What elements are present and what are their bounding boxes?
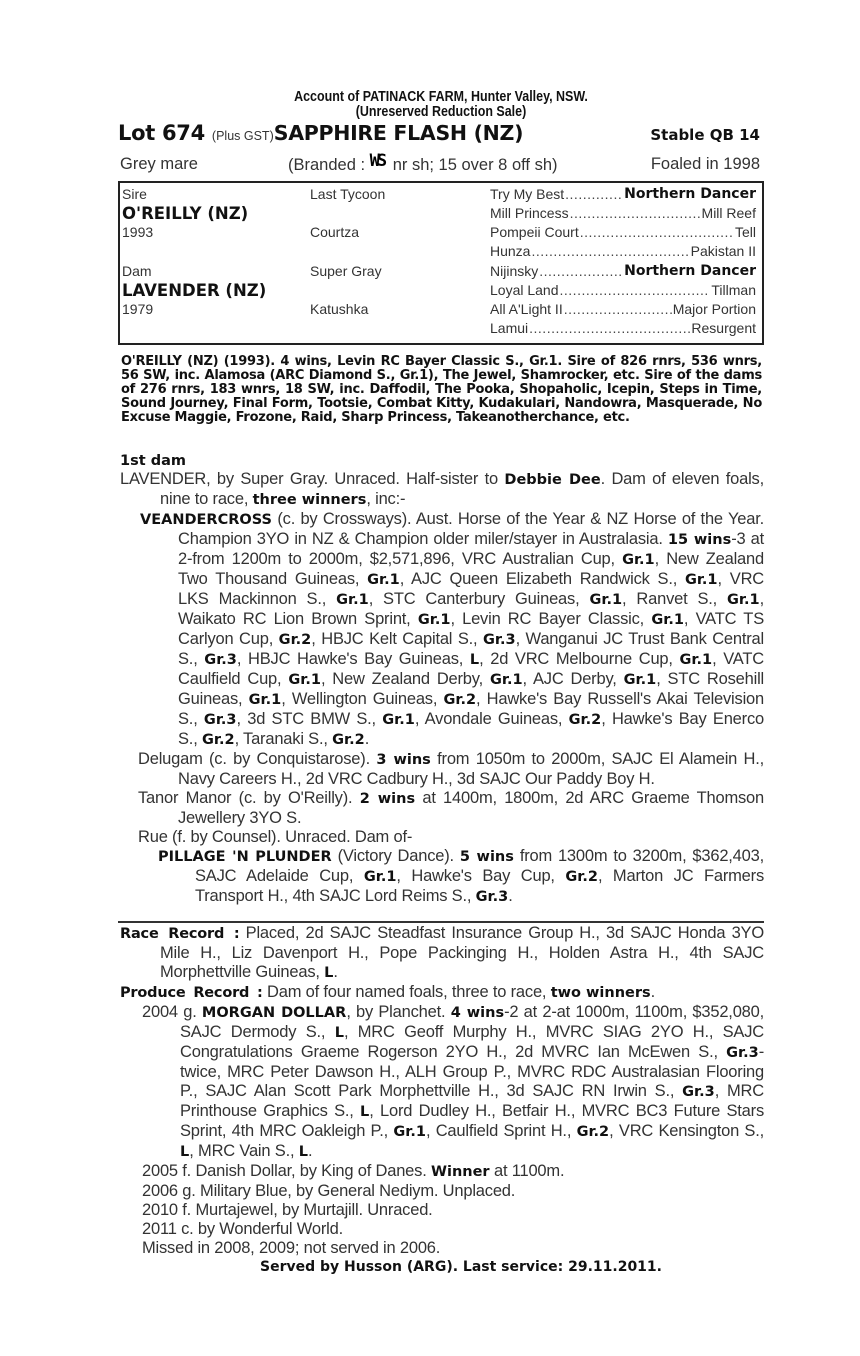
text: . [307, 1141, 313, 1160]
foal-entry [118, 1162, 764, 1182]
great-grandparent [490, 185, 756, 204]
bold-text: 2 wins [359, 791, 416, 807]
pedigree-row [120, 281, 762, 300]
bold-text: VEANDERCROSS [140, 512, 272, 528]
text: from 1050m to 2000m, SAJC El Alamein H., Navy Careers H., 2d VRC Cadbury H., 3d SAJC Our Paddy Boy H. [178, 750, 764, 788]
progeny-entry [118, 789, 764, 828]
brand-info [288, 151, 558, 175]
sire-biography: O'REILLY (NZ) (1993). 4 wins, Levin RC Bayer Classic S., Gr.1. Sire of 826 rnrs, 536 wnrs, 56 SW, inc. Alamosa (ARC Diamond S., Gr.1), The Jewel, Shamrocker, etc. Sire of the dams of 276 rnrs, 183 wnrs, 18 SW, inc. Daffodil, The Pooka, Shopaholic, Icepin, Steps in Time, Sound Journey, Final Form, Tootsie, Combat Kitty, Kudakulari, Nandowra, Masquerade, No Excuse Maggie, Frozone, Raid, Sharp Princess, Takeanotherchance, etc. [121, 354, 762, 425]
leader-dots [565, 185, 623, 204]
text: , Hawke's Bay Enerco S., [178, 710, 764, 748]
ggp-name: Loyal Land [490, 282, 559, 298]
section-divider [118, 921, 764, 923]
pedigree-row [120, 300, 762, 319]
ggp-sire: Major Portion [672, 301, 756, 317]
text: Missed in 2008, 2009; not served in 2006. [142, 1238, 441, 1257]
text: , Wellington Guineas, [281, 690, 444, 708]
bold-text: L [469, 652, 480, 668]
text: , VATC TS Carlyon Cup, [178, 610, 764, 648]
vendor-account: Account of PATINACK FARM, Hunter Valley, NSW. [294, 89, 588, 105]
lot-label: Lot 674 [118, 121, 205, 145]
text: , STC Rosehill Guineas, [178, 670, 764, 708]
ggp-sire: Resurgent [691, 320, 756, 336]
ggp-name: Nijinsky [490, 263, 539, 279]
text: Dam of four named foals, three to race, [262, 982, 551, 1001]
lot-header [118, 121, 764, 149]
text: , Ranvet S., [622, 590, 728, 608]
produce-record-text [263, 983, 655, 1001]
text: , VRC Kensington S., [609, 1121, 764, 1140]
text: , Caulfield Sprint H., [425, 1121, 577, 1140]
text: (c. by Crossways). Aust. Horse of the Year & NZ Horse of the Year. Champion 3YO in NZ & Champion older miler/stayer in Australasia. [178, 510, 764, 548]
pedigree-row [120, 262, 762, 281]
text: , HBJC Kelt Capital S., [311, 630, 483, 648]
first-dam-intro [118, 470, 764, 510]
pedigree-row [120, 242, 762, 261]
first-dam-progeny-list [118, 510, 764, 907]
bold-text: 5 wins [459, 849, 514, 865]
bold-text: two winners [550, 984, 651, 1001]
text: , VRC LKS Mackinnon S., [178, 570, 764, 608]
lot-number [118, 121, 523, 145]
bold-text: Gr.2 [278, 632, 312, 648]
bold-text: 15 wins [667, 532, 732, 548]
text: Delugam (c. by Conquistarose). [138, 750, 377, 768]
text: , AJC Derby, [522, 670, 624, 688]
foal-entry [118, 1182, 764, 1201]
bold-text: Gr.2 [443, 692, 477, 708]
leader-dots [570, 204, 701, 223]
foal-entry [118, 1003, 764, 1162]
grandsire: Super Gray [310, 263, 382, 279]
description-line [118, 153, 764, 177]
bold-text: 3 wins [376, 752, 431, 768]
ggp-name: All A'Light II [490, 301, 563, 317]
bold-text: Gr.1 [622, 552, 655, 568]
dam-name: LAVENDER (NZ) [122, 281, 267, 300]
text: . [650, 982, 656, 1001]
sire-name: O'REILLY (NZ) [122, 204, 249, 223]
bold-text: MORGAN DOLLAR [201, 1004, 347, 1021]
bold-text: L [334, 1024, 344, 1041]
text: , 3d STC BMW S., [236, 710, 383, 728]
bold-text: PILLAGE 'N PLUNDER [158, 849, 332, 865]
text: 2004 g. [142, 1002, 202, 1021]
text: 2011 c. by Wonderful World. [142, 1219, 343, 1238]
ggp-sire: Tell [734, 224, 756, 240]
race-record-label: Race Record : [120, 925, 240, 942]
text: . [508, 887, 513, 905]
text: LAVENDER, by Super Gray. Unraced. Half-sister to [120, 470, 505, 488]
pedigree-row [120, 223, 762, 242]
branded-suffix: nr sh; 15 over 8 off sh) [388, 156, 558, 174]
ggp-name: Try My Best [490, 186, 565, 202]
text: , by Planchet. [346, 1002, 451, 1021]
text: 2010 f. Murtajewel, by Murtajill. Unraced. [142, 1200, 433, 1219]
colour-sex: Grey mare [120, 155, 198, 173]
text: , Lord Dudley H., Betfair H., MVRC BC3 Future Stars Sprint, 4th MRC Oakleigh P., [180, 1101, 764, 1140]
pedigree-table [118, 183, 764, 345]
pedigree-row [120, 319, 762, 338]
ggp-name: Mill Princess [490, 205, 569, 221]
dam-year: 1979 [122, 301, 154, 317]
text: , AJC Queen Elizabeth Randwick S., [399, 570, 685, 588]
bold-text: Gr.2 [568, 712, 602, 728]
bold-text: Gr.1 [393, 1123, 426, 1140]
text: , MRC Vain S., [189, 1141, 299, 1160]
bold-text: Gr.1 [367, 572, 400, 588]
ggp-sire: Northern Dancer [624, 186, 756, 202]
race-record-text [160, 924, 764, 981]
bold-text: Gr.1 [248, 692, 282, 708]
bold-text: Gr.2 [565, 869, 598, 885]
ggp-name: Pompeii Court [490, 224, 579, 240]
bold-text: Gr.3 [726, 1044, 759, 1061]
bold-text: Gr.2 [201, 732, 235, 748]
progeny-entry [118, 847, 764, 907]
great-grandparent [490, 204, 756, 223]
bold-text: Gr.1 [489, 672, 523, 688]
text: . [364, 730, 370, 748]
bold-text: Gr.1 [417, 612, 451, 628]
stable-location: Stable QB 14 [650, 126, 760, 144]
grandsire: Last Tycoon [310, 186, 386, 202]
granddam: Katushka [310, 301, 369, 317]
text: , MRC Geoff Murphy H., MVRC SIAG 2YO H., SAJC Congratulations Graeme Rogerson 2YO H., 2d MVRC Ian McEwen S., [180, 1022, 764, 1061]
bold-text: Gr.1 [684, 572, 718, 588]
dam-label: Dam [122, 263, 152, 279]
bold-text: 4 wins [450, 1004, 505, 1021]
text: . Dam of eleven foals, nine to race, [160, 470, 764, 508]
text: , Wanganui JC Trust Bank Central S., [178, 630, 764, 668]
bold-text: Gr.3 [475, 889, 509, 905]
progeny-entry [118, 828, 764, 847]
bold-text: Gr.1 [336, 592, 369, 608]
bold-text: Gr.3 [483, 632, 516, 648]
race-record [118, 924, 764, 983]
text: , Avondale Guineas, [414, 710, 569, 728]
ggp-sire: Mill Reef [701, 205, 756, 221]
text: 2006 g. Military Blue, by General Nediym. Unplaced. [142, 1181, 516, 1200]
bold-text: Gr.1 [651, 612, 684, 628]
text: , Marton JC Farmers Transport H., 4th SAJC Lord Reims S., [195, 867, 764, 905]
bold-text: three winners [252, 492, 367, 508]
pedigree-row [120, 204, 762, 223]
great-grandparent [490, 281, 756, 300]
bold-text: Winner [430, 1163, 490, 1180]
leader-dots [531, 242, 689, 261]
leader-dots [560, 281, 711, 300]
bold-text: Gr.2 [576, 1123, 610, 1140]
foal-entry [118, 1220, 764, 1239]
produce-foal-list [118, 1003, 764, 1258]
pedigree-row [120, 185, 762, 204]
great-grandparent [490, 223, 756, 242]
bold-text: L [324, 964, 334, 981]
text: from 1300m to 3200m, $362,403, SAJC Adelaide Cup, [195, 847, 764, 885]
text: Placed, 2d SAJC Steadfast Insurance Group H., 3d SAJC Honda 3YO Mile H., Liz Davenport H., Pope Packinging H., Holden Astra H., 4th SAJC Morphettville Guineas, [160, 923, 764, 981]
ggp-sire: Pakistan II [690, 243, 756, 259]
catalogue-page [118, 90, 764, 1276]
bold-text: Gr.2 [332, 732, 365, 748]
bold-text: Gr.1 [382, 712, 415, 728]
bold-text: Gr.1 [363, 869, 397, 885]
text: -3 at 2-from 1200m to 2000m, $2,571,896, VRC Australian Cup, [178, 530, 764, 568]
text: -2 at 2-at 1000m, 1100m, $352,080, SAJC Dermody S., [180, 1002, 765, 1041]
text: (Victory Dance). [331, 847, 460, 865]
text: at 1100m. [489, 1161, 565, 1180]
sale-type: (Unreserved Reduction Sale) [355, 104, 527, 120]
progeny-entry [118, 750, 764, 789]
text: Rue (f. by Counsel). Unraced. Dam of- [138, 828, 413, 846]
text: at 1400m, 1800m, 2d ARC Graeme Thomson Jewellery 3YO S. [178, 789, 764, 827]
leader-dots [529, 319, 690, 338]
bold-text: Gr.1 [727, 592, 760, 608]
text: -twice, MRC Peter Dawson H., ALH Group P., MVRC RDC Australasian Flooring P., SAJC Alan Scott Park Morphettville H., 3d SAJC RN Irwin S., [180, 1042, 764, 1100]
text: , Waikato RC Lion Brown Sprint, [178, 590, 764, 628]
foal-entry [118, 1239, 764, 1258]
bold-text: L [180, 1143, 190, 1160]
foaled-year: Foaled in 1998 [650, 155, 760, 173]
text: , New Zealand Derby, [320, 670, 490, 688]
text: , Hawke's Bay Cup, [396, 867, 566, 885]
bold-text: Gr.3 [204, 652, 237, 668]
leader-dots [580, 223, 734, 242]
text: , 2d VRC Melbourne Cup, [479, 650, 680, 668]
foal-entry [118, 1201, 764, 1220]
ggp-name: Hunza [490, 243, 531, 259]
bold-text: Gr.1 [288, 672, 321, 688]
progeny-entry [118, 510, 764, 750]
text: , STC Canterbury Guineas, [368, 590, 590, 608]
text: , inc:- [366, 490, 406, 508]
brand-mark-icon: WS [369, 151, 385, 171]
bold-text: Gr.1 [679, 652, 713, 668]
text: , HBJC Hawke's Bay Guineas, [236, 650, 470, 668]
bold-text: Gr.1 [623, 672, 657, 688]
great-grandparent [490, 319, 756, 338]
text: , MRC Printhouse Graphics S., [180, 1081, 764, 1120]
horse-name: SAPPHIRE FLASH (NZ) [273, 121, 524, 145]
bold-text: Debbie Dee [504, 472, 601, 488]
ggp-sire: Tillman [711, 282, 756, 298]
sire-label: Sire [122, 186, 147, 202]
great-grandparent [490, 300, 756, 319]
text: 2005 f. Danish Dollar, by King of Danes. [142, 1161, 431, 1180]
ggp-name: Lamui [490, 320, 529, 336]
great-grandparent [490, 262, 756, 281]
text: , Taranaki S., [234, 730, 333, 748]
text: , VATC Caulfield Cup, [178, 650, 764, 688]
text: . [333, 962, 338, 981]
served-by: Served by Husson (ARG). Last service: 29.11.2011. [259, 1258, 662, 1275]
first-dam-heading: 1st dam [120, 453, 186, 469]
sire-year: 1993 [122, 224, 154, 240]
leader-dots [539, 262, 623, 281]
produce-record [118, 983, 764, 1003]
granddam: Courtza [310, 224, 360, 240]
bold-text: Gr.3 [203, 712, 237, 728]
bold-text: Gr.3 [682, 1083, 715, 1100]
text: , Levin RC Bayer Classic, [450, 610, 652, 628]
bold-text: L [360, 1103, 370, 1120]
branded-prefix: (Branded : [288, 156, 370, 174]
text: , New Zealand Two Thousand Guineas, [178, 550, 764, 588]
plus-gst: (Plus GST) [211, 129, 274, 143]
produce-record-label: Produce Record : [120, 984, 263, 1001]
bold-text: Gr.1 [589, 592, 623, 608]
leader-dots [564, 300, 672, 319]
bold-text: L [298, 1143, 308, 1160]
great-grandparent [490, 242, 756, 261]
text: , Hawke's Bay Russell's Akai Television S., [178, 690, 764, 728]
text: Tanor Manor (c. by O'Reilly). [138, 789, 360, 807]
ggp-sire: Northern Dancer [624, 263, 756, 279]
